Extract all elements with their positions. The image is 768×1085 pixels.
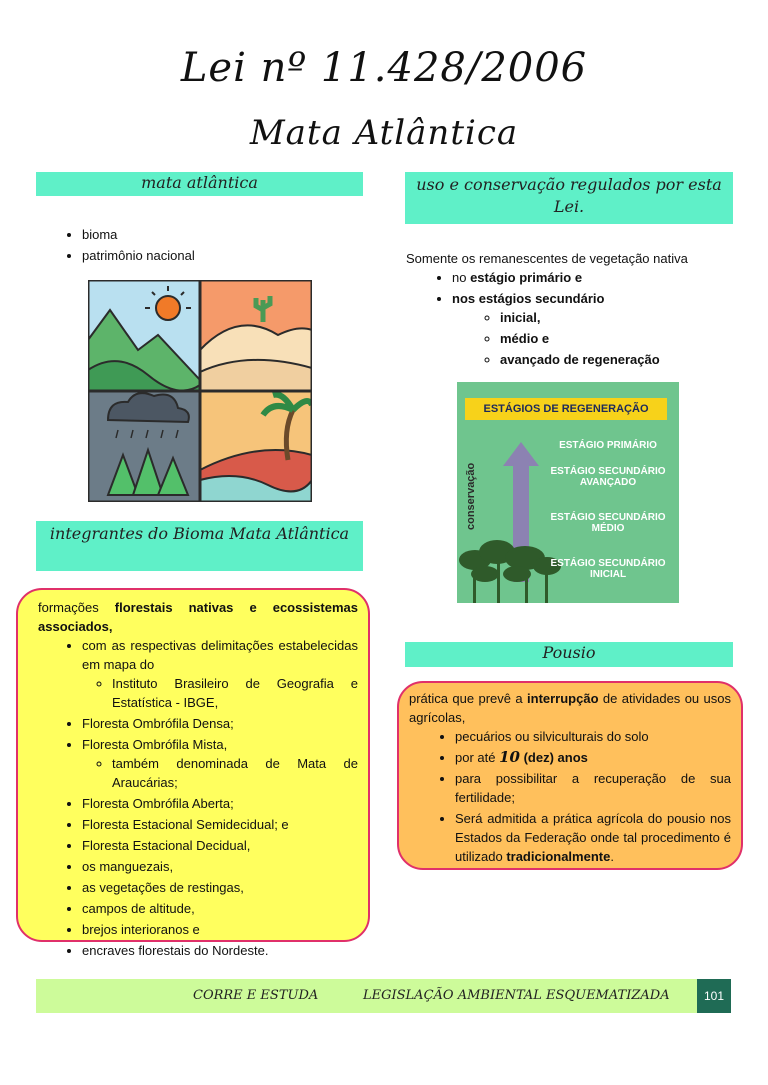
list-item: ◦ também denominada de Mata de Araucárias;	[112, 754, 358, 792]
list-item: • Será admitida a prática agrícola do pousio nos Estados da Federação onde tal procedimento é utilizado tradicionalmente.	[455, 809, 731, 866]
page-subtitle: Mata Atlântica	[249, 113, 519, 153]
stage-list	[545, 440, 671, 588]
stage-label: ESTÁGIO SECUNDÁRIO AVANÇADO	[550, 466, 666, 488]
footer-right-text: LEGISLAÇÃO AMBIENTAL ESQUEMATIZADA	[363, 988, 670, 1003]
page-number: 101	[697, 979, 731, 1013]
list-item: • para possibilitar a recuperação de sua fertilidade;	[455, 769, 731, 807]
list-item: • Floresta Estacional Decidual,	[82, 836, 358, 855]
list-item: • Floresta Estacional Semidecidual; e	[82, 815, 358, 834]
figure-title: ESTÁGIOS DE REGENERAÇÃO	[465, 398, 667, 420]
page-title: Lei nº 11.428/2006	[180, 45, 588, 91]
list-item: • campos de altitude,	[82, 899, 358, 918]
bioma-list	[62, 225, 362, 267]
list-item: • Floresta Ombrófila Densa;	[82, 714, 358, 733]
list-item: • pecuários ou silviculturais do solo	[455, 727, 731, 746]
pousio-list	[409, 727, 731, 866]
list-item: ◦ médio e	[500, 329, 736, 348]
list-item: • encraves florestais do Nordeste.	[82, 941, 358, 960]
list-item: ◦ Instituto Brasileiro de Geografia e Estatística - IBGE,	[112, 674, 358, 712]
estagios-list	[406, 268, 736, 369]
list-item: • brejos interioranos e	[82, 920, 358, 939]
integrantes-list	[38, 636, 358, 960]
biome-illustration	[88, 280, 312, 502]
stage-label: ESTÁGIO PRIMÁRIO	[559, 440, 657, 451]
integrantes-box: formações florestais nativas e ecossistemas associados, • com as respectivas delimitações estabelecidas em mapa do ◦ Instituto Brasileiro de Geografia e Estatística - IBGE, • Floresta Ombrófila Densa; • Floresta Ombrófila Mista, ◦ também denominada de Mata de Araucárias; • Floresta Ombrófila Aberta; • Floresta Estacional Semidecidual; e • Floresta Estacional Decidual, • os manguezais, • as vegetações de restingas, • campos de altitude, • brejos interioranos e • encraves florestais do Nordeste.	[16, 588, 370, 942]
remanescentes-text: Somente os remanescentes de vegetação nativa • no estágio primário e • nos estágios secundário ◦ inicial, ◦ médio e ◦ avançado de regeneração	[406, 249, 736, 371]
list-item: • Floresta Ombrófila Aberta;	[82, 794, 358, 813]
list-item: • patrimônio nacional	[82, 246, 362, 265]
list-item: • no estágio primário e	[452, 268, 736, 287]
stage-label: ESTÁGIO SECUNDÁRIO INICIAL	[550, 558, 666, 580]
list-item: ◦ avançado de regeneração	[500, 350, 736, 369]
stage-label: ESTÁGIO SECUNDÁRIO MÉDIO	[550, 512, 666, 534]
regeneration-figure	[457, 382, 679, 603]
footer-bar	[36, 979, 731, 1013]
list-item: • com as respectivas delimitações estabelecidas em mapa do ◦ Instituto Brasileiro de Geografia e Estatística - IBGE,	[82, 636, 358, 712]
pousio-box: prática que prevê a interrupção de atividades ou usos agrícolas, • pecuários ou silviculturais do solo • por até 10 (dez) anos • para possibilitar a recuperação de sua fertilidade; • Será admitida a prática agrícola do pousio nos Estados da Federação onde tal procedimento é utilizado tradicionalmente.	[397, 681, 743, 870]
footer-left-text: CORRE E ESTUDA	[193, 988, 319, 1003]
band-uso-conservacao: uso e conservação regulados por esta Lei.	[405, 172, 733, 224]
band-mata-atlantica: mata atlântica	[36, 172, 363, 196]
list-item: • nos estágios secundário ◦ inicial, ◦ médio e ◦ avançado de regeneração	[452, 289, 736, 369]
list-item: • bioma	[82, 225, 362, 244]
list-item: • Floresta Ombrófila Mista, ◦ também denominada de Mata de Araucárias;	[82, 735, 358, 792]
list-item: • as vegetações de restingas,	[82, 878, 358, 897]
list-item: ◦ inicial,	[500, 308, 736, 327]
axis-label-conservacao: conservação	[465, 462, 477, 530]
band-integrantes: integrantes do Bioma Mata Atlântica	[36, 521, 363, 571]
list-item: • por até 10 (dez) anos	[455, 748, 731, 767]
band-pousio: Pousio	[405, 642, 733, 667]
list-item: • os manguezais,	[82, 857, 358, 876]
